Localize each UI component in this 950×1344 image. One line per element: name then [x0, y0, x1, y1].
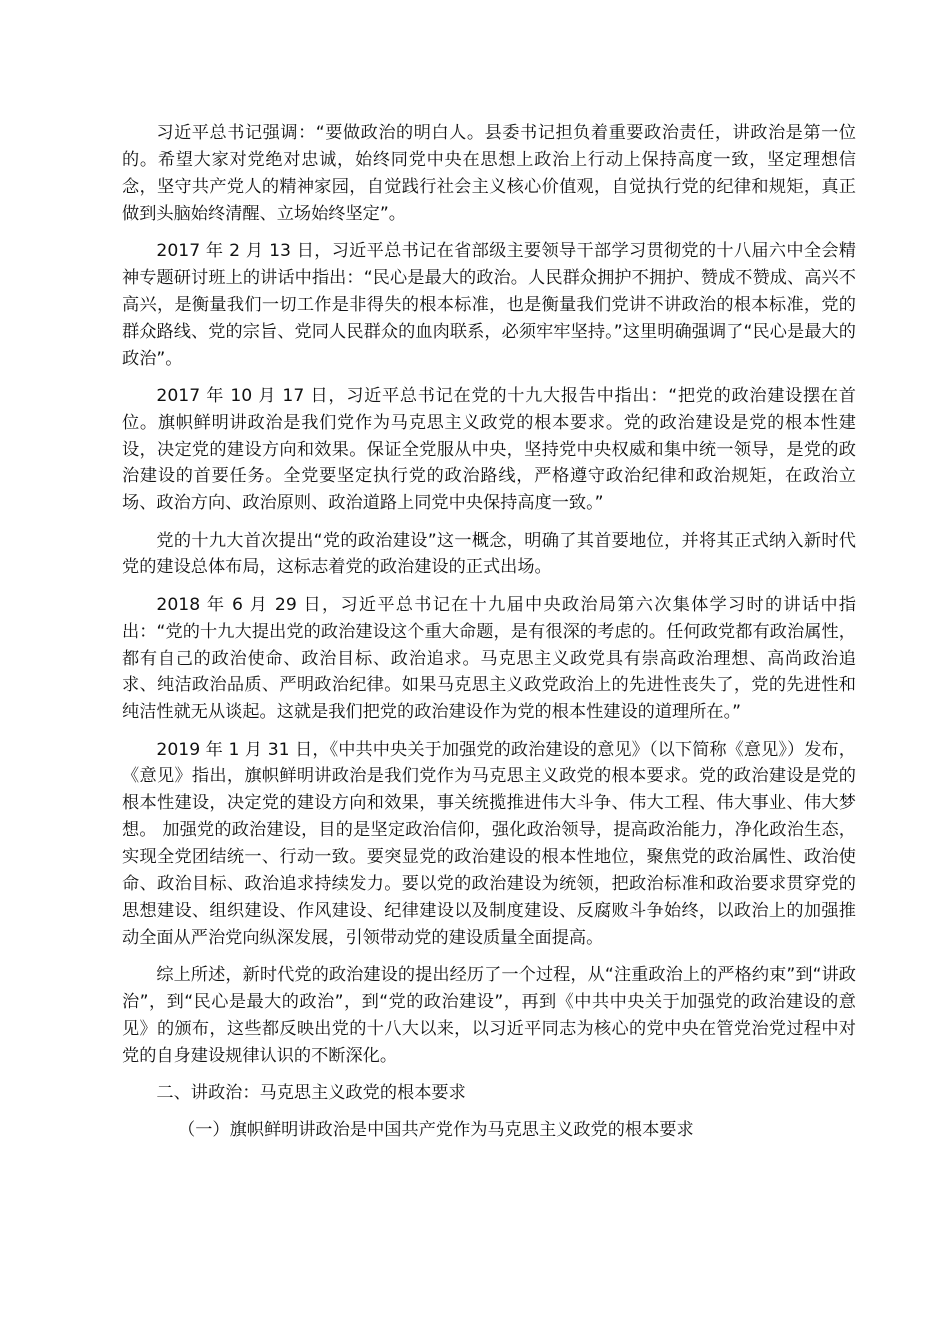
paragraph-3: 2017 年 10 月 17 日，习近平总书记在党的十九大报告中指出：“把党的政治建设摆在首位。旗帜鲜明讲政治是我们党作为马克思主义政党的根本要求。党的政治建设是党的根本性建设，决定党的建设方向和效果。保证全党服从中央，坚持党中央权威和集中统一领导，是党的政治建设的首要任务。全党要坚定执行党的政治路线，严格遵守政治纪律和政治规矩，在政治立场、政治方向、政治原则、政治道路上同党中央保持高度一致。”: [122, 385, 856, 514]
paragraph-7: 综上所述，新时代党的政治建设的提出经历了一个过程，从“注重政治上的严格约束”到“讲政治”，到“民心是最大的政治”，到“党的政治建设”，再到《中共中央关于加强党的政治建设的意见》的颁布，这些都反映出党的十八大以来，以习近平同志为核心的党中央在管党治党过程中对党的自身建设规律认识的不断深化。: [122, 965, 856, 1066]
paragraph-6: 2019 年 1 月 31 日，《中共中央关于加强党的政治建设的意见》（以下简称《意见》）发布，《意见》指出，旗帜鲜明讲政治是我们党作为马克思主义政党的根本要求。党的政治建设是党的根本性建设，决定党的建设方向和效果，事关统揽推进伟大斗争、伟大工程、伟大事业、伟大梦想。 加强党的政治建设，目的是坚定政治信仰，强化政治领导，提高政治能力，净化政治生态，实现全党团结统一、行动一致。要突显党的政治建设的根本性地位，聚焦党的政治属性、政治使命、政治目标、政治追求持续发力。要以党的政治建设为统领，把政治标准和政治要求贯穿党的思想建设、组织建设、作风建设、纪律建设以及制度建设、反腐败斗争始终，以政治上的加强推动全面从严治党向纵深发展，引领带动党的建设质量全面提高。: [122, 739, 856, 948]
paragraph-2: 2017 年 2 月 13 日，习近平总书记在省部级主要领导干部学习贯彻党的十八届六中全会精神专题研讨班上的讲话中指出：“民心是最大的政治。人民群众拥护不拥护、赞成不赞成、高兴不高兴，是衡量我们一切工作是非得失的根本标准，也是衡量我们党讲不讲政治的根本标准，党的群众路线、党的宗旨、党同人民群众的血肉联系，必须牢牢坚持。”这里明确强调了“民心是最大的政治”。: [122, 240, 856, 369]
section-heading: 二、讲政治：马克思主义政党的根本要求: [156, 1082, 466, 1103]
paragraph-1: 习近平总书记强调：“要做政治的明白人。县委书记担负着重要政治责任，讲政治是第一位的。希望大家对党绝对忠诚，始终同党中央在思想上政治上行动上保持高度一致，坚定理想信念，坚守共产党人的精神家园，自觉践行社会主义核心价值观，自觉执行党的纪律和规矩，真正做到头脑始终清醒、立场始终坚定”。: [122, 123, 856, 224]
paragraph-4: 党的十九大首次提出“党的政治建设”这一概念，明确了其首要地位，并将其正式纳入新时代党的建设总体布局，这标志着党的政治建设的正式出场。: [122, 530, 856, 578]
document-page: [122, 120, 856, 1154]
paragraph-5: 2018 年 6 月 29 日，习近平总书记在十九届中央政治局第六次集体学习时的讲话中指出：“党的十九大提出党的政治建设这个重大命题，是有很深的考虑的。任何政党都有政治属性，都有自己的政治使命、政治目标、政治追求。马克思主义政党具有崇高政治理想、高尚政治追求、纯洁政治品质、严明政治纪律。如果马克思主义政党政治上的先进性丧失了，党的先进性和纯洁性就无从谈起。这就是我们把党的政治建设作为党的根本性建设的道理所在。”: [122, 594, 856, 723]
subsection-heading: （一）旗帜鲜明讲政治是中国共产党作为马克思主义政党的根本要求: [178, 1120, 694, 1141]
